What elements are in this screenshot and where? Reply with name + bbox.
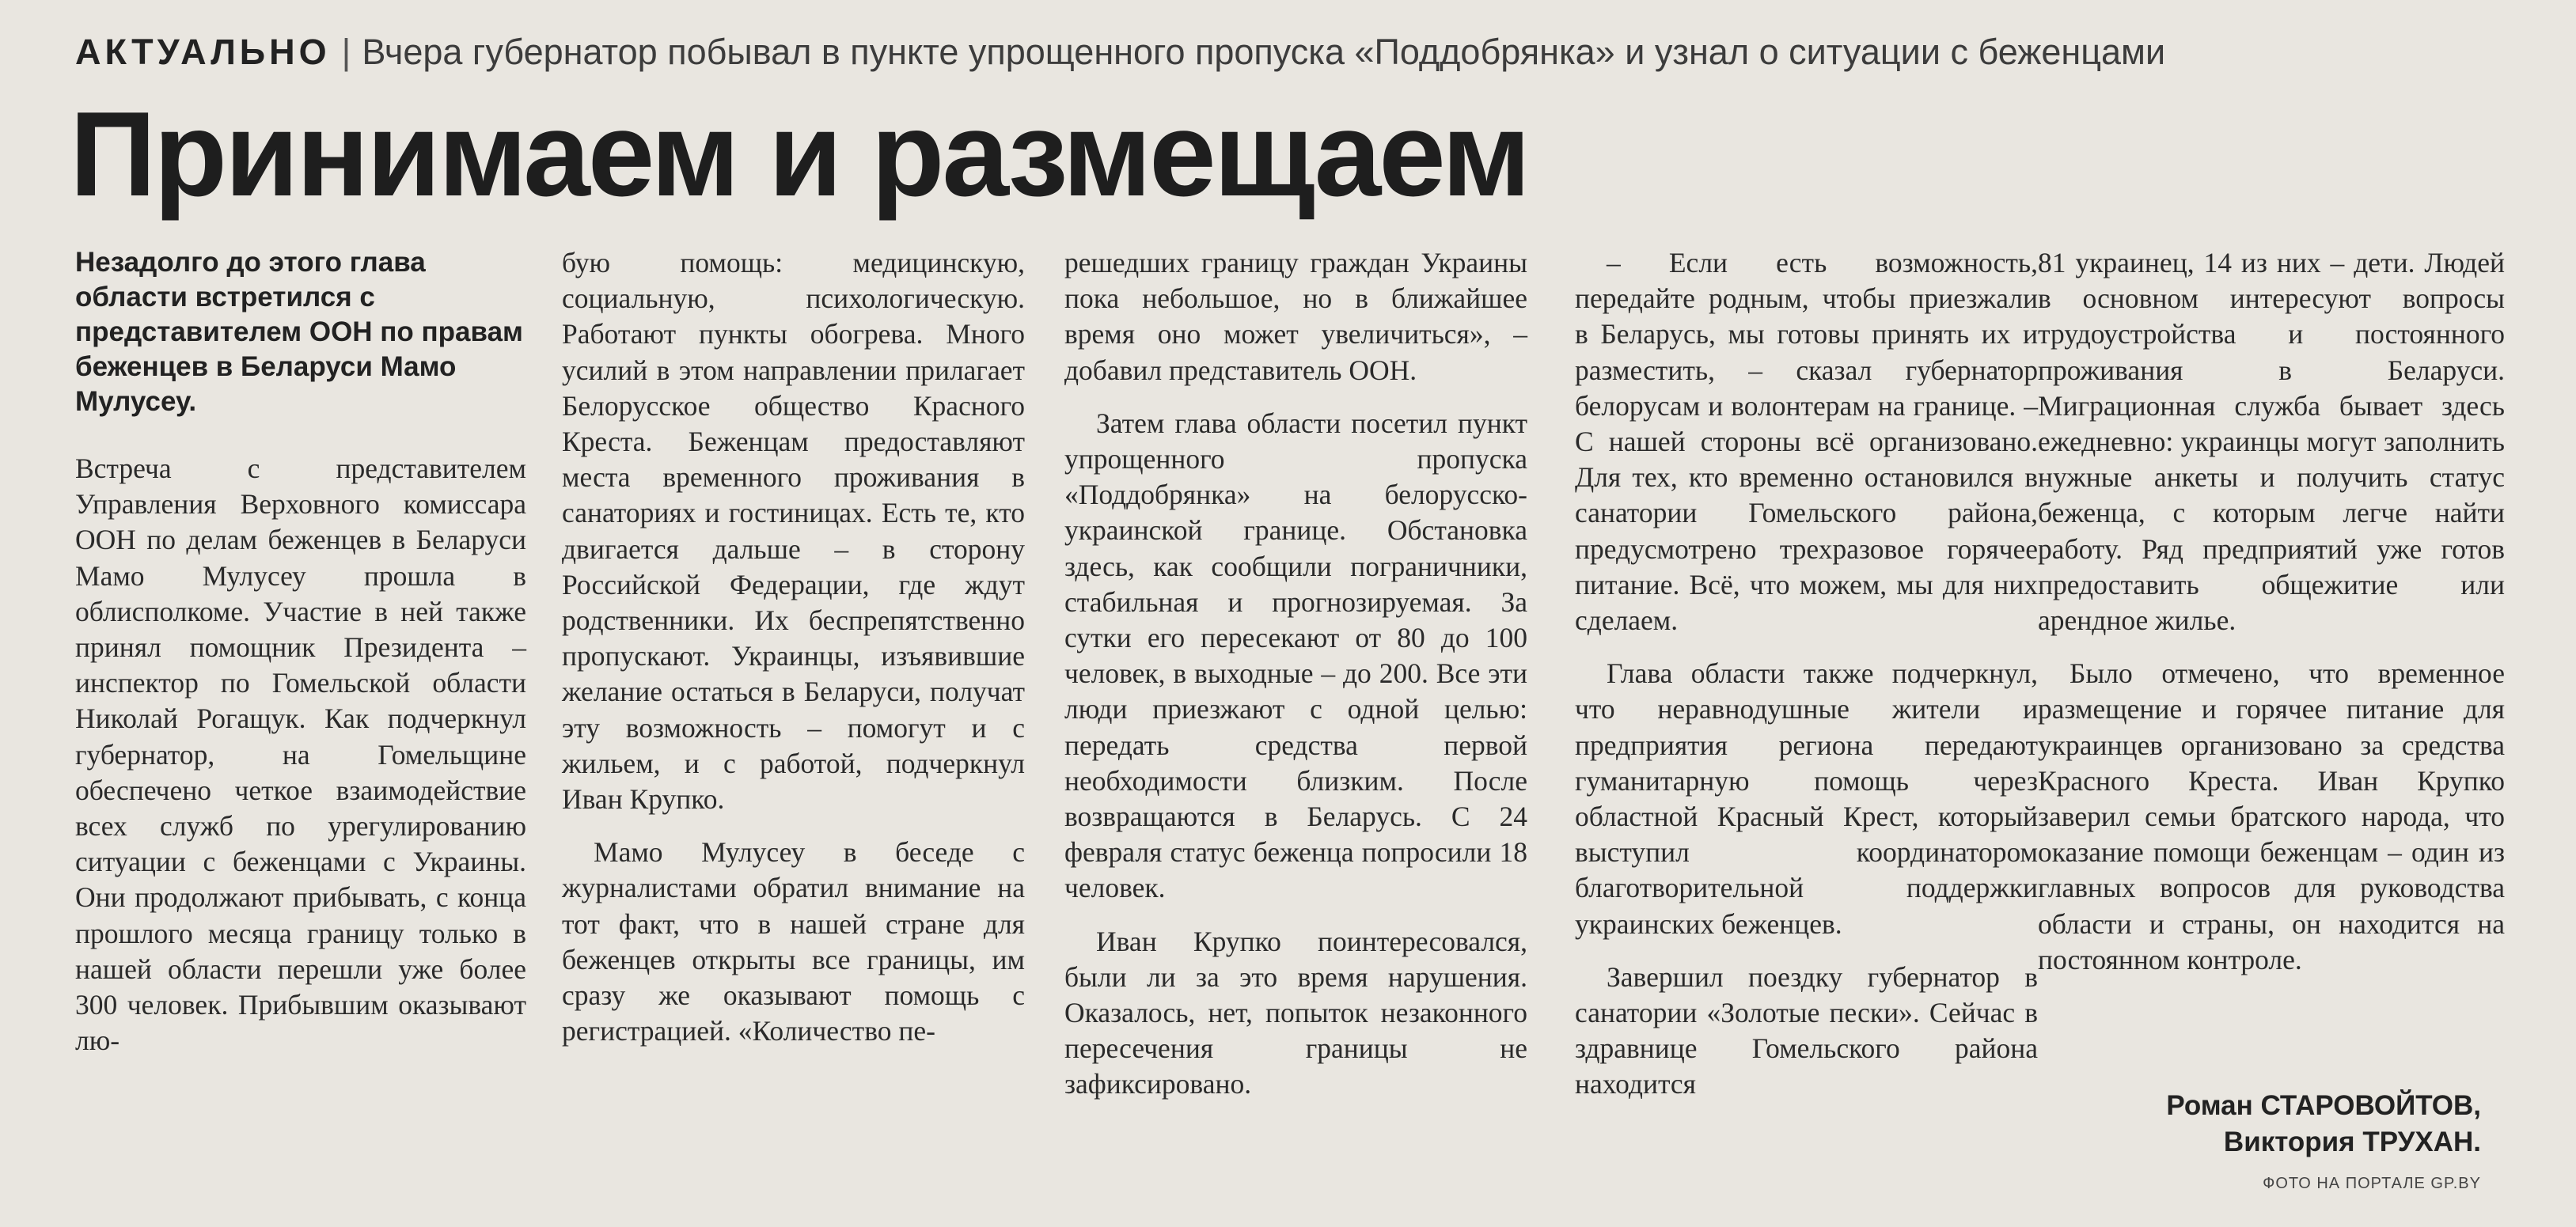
paragraph: Встреча с представителем Управления Верховного комиссара ООН по делам беженцев в Беларуси Мамо Мулусеу прошла в облисполкоме. Участие в ней также принял помощник Президента – инспектор по Гомельской области Николай Рогащук. Как подчеркнул губернатор, на Гомельщине обеспечено четкое взаимодействие всех служб по урегулированию ситуации с беженцами с Украины. Они продолжают прибывать, с конца прошлого месяца границу только в нашей области перешли уже более 300 человек. Прибывшим оказывают лю- — [75, 453, 526, 1057]
paragraph: Затем глава области посетил пункт упрощенного пропуска «Поддобрянка» на белорусско-украинской границе. Обстановка здесь, как сообщили пограничники, стабильная и прогнозируемая. За сутки его пересекают от 80 до 100 человек, в выходные – до 200. Все эти люди приезжают с одной целью: передать средства первой необходимости близким. После возвращаются в Беларусь. С 24 февраля статус беженца попросили 18 человек. — [1064, 407, 1527, 904]
rubric-subtitle: Вчера губернатор побывал в пункте упрощенного пропуска «Поддобрянка» и узнал о ситуации с беженцами — [362, 32, 2166, 72]
paragraph: решедших границу граждан Украины пока небольшое, но в ближайшее время оно может увеличиться», – добавил представитель ООН. — [1064, 247, 1527, 386]
author-name: Роман СТАРОВОЙТОВ, — [2166, 1090, 2481, 1121]
article-lead: Незадолго до этого глава области встретился с представителем ООН по правам беженцев в Беларуси Мамо Мулусеу. — [75, 247, 523, 417]
rubric-line — [75, 30, 2165, 74]
article-column-4 — [1575, 245, 2038, 1103]
article-headline: Принимаем и размещаем — [70, 87, 1529, 222]
paragraph: Мамо Мулусеу в беседе с журналистами обратил внимание на тот факт, что в нашей стране для беженцев открыты все границы, им сразу же оказывают помощь с регистрацией. «Количество пе- — [562, 836, 1025, 1047]
paragraph: 81 украинец, 14 из них – дети. Людей в основном интересуют вопросы трудоустройства и постоянного проживания в Беларуси. Миграционная служба бывает здесь ежедневно: украинцы могут заполнить нужные анкеты и получить статус беженца, с которым легче найти работу. Ряд предприятий уже готов предоставить общежитие или арендное жилье. — [2038, 247, 2505, 637]
paragraph: Завершил поездку губернатор в санатории «Золотые пески». Сейчас в здравнице Гомельского района находится — [1575, 960, 2038, 1100]
paragraph: – Если есть возможность, передайте родным, чтобы приезжали в Беларусь, мы готовы принять их и разместить, – сказал губернатор белорусам и волонтерам на границе. – С нашей стороны всё организовано. Для тех, кто временно остановился в санатории Гомельского района, предусмотрено трехразовое горячее питание. Всё, что можем, мы для них сделаем. — [1575, 247, 2038, 637]
paragraph: Иван Крупко поинтересовался, были ли за это время нарушения. Оказалось, нет, попыток незаконного пересечения границы не зафиксировано. — [1064, 925, 1527, 1100]
article-authors — [2166, 1088, 2481, 1161]
article-column-1 — [75, 245, 526, 1058]
rubric-tag: АКТУАЛЬНО — [75, 32, 331, 72]
article-column-2 — [562, 245, 1025, 1049]
paragraph: Глава области также подчеркнул, что неравнодушные жители и предприятия региона передают гуманитарную помощь через областной Красный Крест, который выступил координатором благотворительной поддержки украинских беженцев. — [1575, 657, 2038, 940]
author-name: Виктория ТРУХАН. — [2223, 1127, 2481, 1157]
paragraph: Было отмечено, что временное размещение и горячее питание для украинцев организовано за средства Красного Креста. Иван Крупко заверил семьи братского народа, что оказание помощи беженцам – один из главных вопросов для руководства области и страны, он находится на постоянном контроле. — [2038, 657, 2505, 975]
rubric-separator: | — [341, 32, 351, 72]
article-column-3 — [1064, 245, 1527, 1103]
article-column-5 — [2038, 245, 2505, 978]
photo-credit: ФОТО НА ПОРТАЛЕ GP.BY — [2263, 1175, 2481, 1192]
paragraph: бую помощь: медицинскую, социальную, психологическую. Работают пункты обогрева. Много усилий в этом направлении прилагает Белорусское общество Красного Креста. Беженцам предоставляют места временного проживания в санаториях и гостиницах. Есть те, кто двигается дальше – в сторону Российской Федерации, где ждут родственники. Их беспрепятственно пропускают. Украинцы, изъявившие желание остаться в Беларуси, получат эту возможность – помогут и с жильем, и с работой, подчеркнул Иван Крупко. — [562, 247, 1025, 816]
